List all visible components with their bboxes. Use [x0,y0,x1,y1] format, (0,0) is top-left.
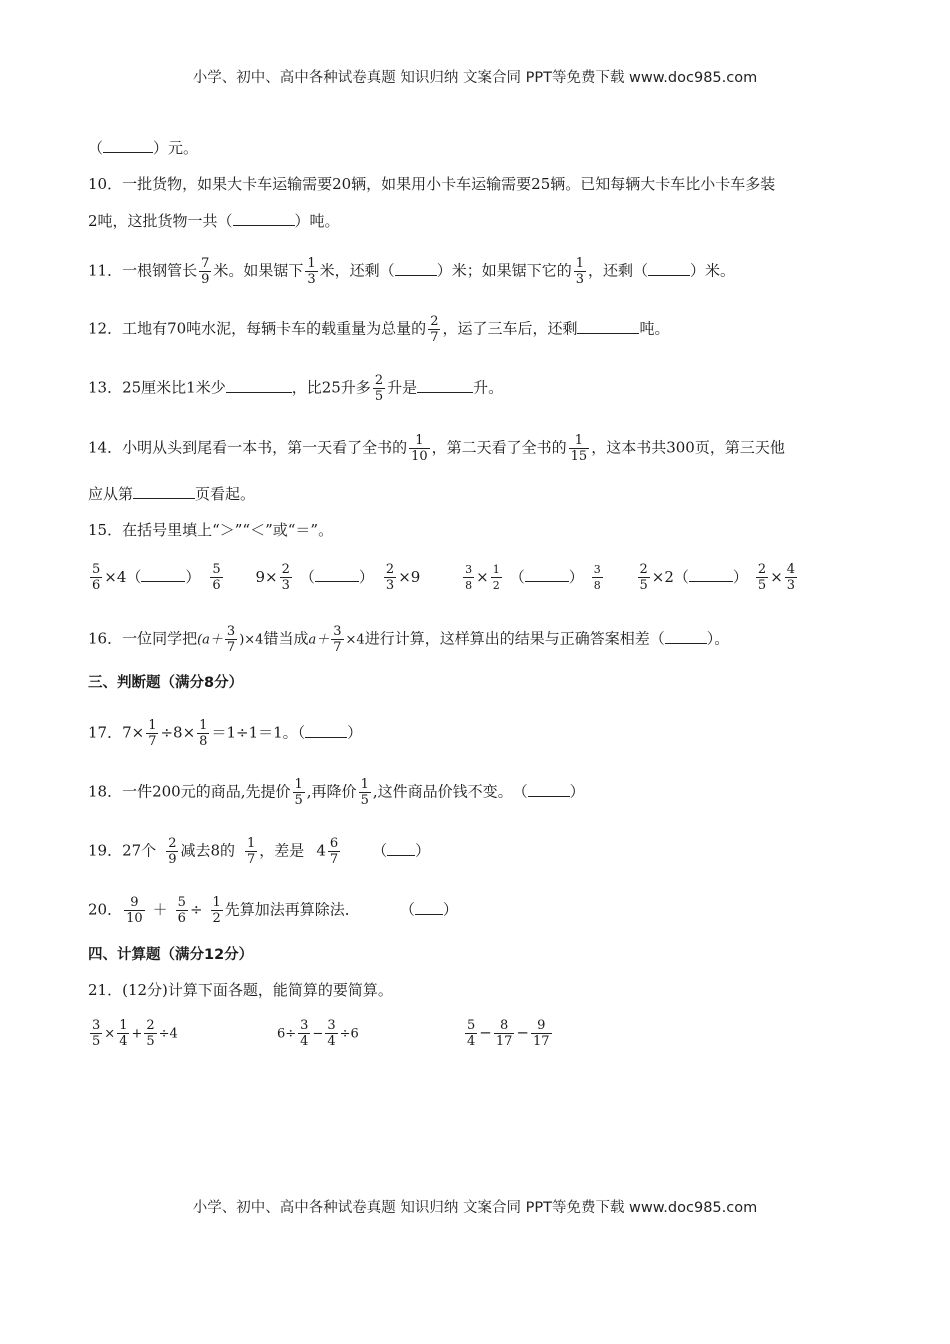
numerator: 6 [329,836,339,851]
denominator: 4 [467,1034,476,1049]
q16-text-d: ）。 [706,629,730,648]
operator: ＋ [152,900,168,919]
answer-blank[interactable] [305,723,347,738]
denominator: 5 [146,1034,155,1049]
q17-text-b: ÷8× [160,723,196,742]
fraction [494,1018,515,1049]
question-18 [88,777,585,808]
q14-text-a: 14．小明从头到尾看一本书，第一天看了全书的 [88,438,408,457]
answer-blank[interactable] [648,261,690,276]
page-header: 小学、初中、高中各种试卷真题 知识归纳 文案合同 PPT等免费下载 www.doc985.com [192,70,758,86]
numerator: 3 [92,1018,101,1033]
q11-text-d: ）米；如果锯下它的 [436,261,572,280]
denominator: 5 [639,578,648,593]
answer-blank[interactable] [133,484,195,499]
denominator: 3 [281,578,290,593]
expression-part: a＋ [308,632,330,648]
denominator: 3 [575,272,584,287]
q19-text-c: ，差是 [259,841,305,860]
numerator: 2 [639,562,648,577]
operator: ÷ [189,900,203,919]
q16-text-b: 错当成 [263,629,309,648]
denominator: 9 [168,852,177,867]
q11-text-e: ，还剩（ [587,261,648,280]
denominator: 17 [495,1034,513,1049]
q12-text-b: ，运了三车后，还剩 [442,319,578,338]
fraction [574,256,586,287]
open-paren: （ [509,567,525,586]
answer-blank[interactable] [415,900,443,915]
open-paren: （ [88,139,104,157]
fraction [124,895,145,926]
fraction [373,373,385,404]
answer-blank[interactable] [141,567,185,582]
denominator: 2 [492,579,500,592]
q19-text-a: 19．27个 [88,841,157,860]
comparison-3 [461,563,605,592]
denominator: 7 [329,852,339,867]
fraction [166,836,178,867]
denominator: 5 [92,1034,101,1049]
numerator: 1 [360,777,369,792]
question-15: 15．在括号里填上“＞”“＜”或“＝”。 [88,521,334,539]
q11-text-f: ）米。 [690,261,736,280]
operator: × [476,567,489,586]
q17-text-d: ） [347,723,363,742]
numerator: 3 [333,624,342,639]
q11-text-a: 11．一根钢管长 [88,261,198,280]
q10-text-a: 2吨，这批货物一共（ [88,212,233,230]
comparison-1 [88,562,225,593]
fraction [197,718,209,749]
q14-text-line2a: 应从第 [88,485,134,503]
numerator: 1 [307,256,316,271]
fraction [409,433,430,464]
fraction [146,718,158,749]
numerator: 2 [430,314,439,329]
fraction [298,1018,310,1049]
answer-blank[interactable] [395,261,437,276]
numerator: 1 [119,1018,128,1033]
numerator: 3 [327,1018,336,1033]
denominator: 5 [360,793,369,808]
operator: − [312,1026,324,1042]
q13-text-a: 13．25厘米比1米少 [88,378,226,397]
close-paren: ） [185,567,201,586]
denominator: 8 [199,734,208,749]
numerator: 3 [593,563,601,576]
question-19 [88,836,430,867]
fraction [359,777,371,808]
numerator: 1 [574,433,584,448]
fraction [465,1018,477,1049]
answer-blank[interactable] [387,841,415,856]
operator: + [131,1026,143,1042]
denominator: 7 [430,330,439,345]
numerator: 7 [201,256,210,271]
q18-text-d: ） [569,782,585,801]
denominator: 5 [757,578,767,593]
question-21: 21．(12分)计算下面各题，能简算的要简算。 [88,981,393,999]
denominator: 15 [570,449,588,464]
q11-text-b: 米。如果锯下 [213,261,304,280]
answer-blank[interactable] [315,567,359,582]
question-20 [88,895,458,926]
q12-text-a: 12．工地有70吨水泥，每辆卡车的载重量为总量的 [88,319,427,338]
numerator: 1 [199,718,208,733]
numerator: 2 [281,562,290,577]
numerator: 1 [148,718,157,733]
q14-text-b: ，第二天看了全书的 [431,438,567,457]
fraction [325,1018,337,1049]
close-paren: ） [732,567,748,586]
denominator: 6 [177,911,186,926]
question-14-line2 [88,484,255,504]
answer-blank[interactable] [665,629,707,644]
denominator: 3 [307,272,316,287]
operator: − [479,1023,492,1042]
fraction [384,562,396,593]
open-paren: （ [372,841,388,860]
numerator: 2 [168,836,177,851]
q14-text-c: ，这本书共300页，第三天他 [591,438,785,457]
numerator: 1 [294,777,303,792]
question-15-expressions [88,562,799,593]
q16-text-a: 16．一位同学把 [88,629,198,648]
question-12 [88,314,670,345]
question-10-line1: 10．一批货物，如果大卡车运输需要20辆，如果用小卡车运输需要25辆。已知每辆大卡车比小卡车多装 [88,175,776,193]
fraction [331,624,343,655]
denominator: 10 [411,449,428,464]
q18-text-c: ,这件商品价钱不变。 （ [372,782,528,801]
denominator: 9 [201,272,210,287]
fraction [463,562,474,593]
numerator: 9 [130,895,139,910]
q18-text-b: ,再降价 [306,782,357,801]
expression-part: (a＋ [197,632,223,648]
denominator: 7 [148,734,157,749]
answer-blank[interactable] [525,567,569,582]
question-14-line1 [88,433,785,464]
operand: ÷4 [158,1026,178,1042]
fraction [90,1018,102,1049]
operator: ×2（ [651,567,689,586]
question-11 [88,256,735,287]
q13-text-c: 升是 [387,378,418,397]
denominator: 2 [212,911,221,926]
calc-1 [88,1018,178,1049]
operand: 6÷ [277,1026,297,1042]
fraction [293,777,305,808]
q11-text-c: 米，还剩（ [319,261,395,280]
answer-blank[interactable] [577,319,639,334]
question-10-line2 [88,211,340,231]
expression-part: )×4 [239,632,264,648]
operator: × [104,1026,116,1042]
page-footer: 小学、初中、高中各种试卷真题 知识归纳 文案合同 PPT等免费下载 www.doc985.com [192,1200,758,1216]
fraction [428,314,440,345]
denominator: 5 [374,389,384,404]
numerator: 1 [212,895,221,910]
denominator: 3 [385,578,395,593]
answer-blank[interactable] [417,378,473,393]
fraction [245,836,257,867]
fraction [328,836,340,867]
question-17 [88,718,362,749]
fraction [199,256,211,287]
denominator: 4 [300,1034,309,1049]
fraction [531,1018,552,1049]
q20-text-a: 20． [88,900,123,919]
fraction [280,562,292,593]
operator: × [770,567,783,586]
fraction [569,433,590,464]
q10-text-b: ）吨。 [294,212,340,230]
open-paren: （ [399,900,415,919]
fraction [90,562,102,593]
operand: 9× [255,567,278,586]
q18-text-a: 18．一件200元的商品,先提价 [88,782,291,801]
denominator: 7 [226,640,236,655]
expression-part: ×4 [345,632,365,648]
fraction [592,562,603,593]
q16-text-c: 进行计算，这样算出的结果与正确答案相差（ [364,629,665,648]
fraction [785,562,797,593]
operator: − [516,1023,529,1042]
fraction [756,562,768,593]
fraction [305,256,317,287]
answer-blank[interactable] [103,138,153,153]
numerator: 8 [499,1018,509,1033]
answer-blank[interactable] [689,567,733,582]
q12-text-c: 吨。 [639,319,670,338]
denominator: 8 [593,579,601,592]
open-paren: （ [299,567,315,586]
operand: ÷6 [339,1026,359,1042]
operand: ×9 [398,567,421,586]
close-paren: ） [442,900,458,919]
q9-tail-text: ）元。 [153,139,199,157]
close-paren: ） [568,567,584,586]
numerator: 1 [247,836,256,851]
fraction [144,1018,156,1049]
fraction [176,895,188,926]
mixed-number-whole: 4 [316,841,326,860]
numerator: 1 [415,433,424,448]
denominator: 4 [119,1034,128,1049]
answer-blank[interactable] [226,378,292,393]
close-paren: ） [358,567,374,586]
q19-text-b: 减去8的 [180,841,236,860]
q13-text-b: ，比25升多 [291,378,371,397]
denominator: 17 [532,1034,550,1049]
numerator: 2 [374,373,384,388]
denominator: 6 [92,578,101,593]
q17-text-a: 17．7× [88,723,145,742]
numerator: 5 [92,562,101,577]
numerator: 3 [226,624,236,639]
denominator: 6 [212,578,221,593]
question-13 [88,373,503,404]
numerator: 9 [537,1018,546,1033]
section-3-title: 三、判断题（满分8分） [88,675,244,691]
q20-text-b: 先算加法再算除法． [224,900,360,919]
numerator: 2 [385,562,395,577]
denominator: 5 [294,793,303,808]
fraction [638,562,650,593]
denominator: 10 [126,911,143,926]
fraction [211,895,223,926]
question-16 [88,624,729,655]
numerator: 2 [757,562,767,577]
answer-blank[interactable] [528,782,570,797]
close-paren: ） [415,841,431,860]
calc-2 [277,1018,359,1049]
operator: ×4（ [104,567,142,586]
comparison-2 [255,562,421,593]
q14-text-line2b: 页看起。 [195,485,256,503]
numerator: 3 [465,563,473,576]
q17-text-c: ＝1÷1＝1。（ [211,723,306,742]
numerator: 3 [300,1018,309,1033]
numerator: 4 [786,562,796,577]
numerator: 1 [492,563,500,576]
numerator: 1 [575,256,584,271]
fraction [117,1018,129,1049]
numerator: 5 [212,562,221,577]
numerator: 5 [467,1018,476,1033]
denominator: 8 [465,579,473,592]
q13-text-d: 升。 [473,378,504,397]
answer-blank[interactable] [233,211,295,226]
fraction [225,624,237,655]
denominator: 7 [247,852,256,867]
fraction [210,562,222,593]
numerator: 2 [146,1018,155,1033]
question-9-tail [88,138,198,158]
calc-3 [463,1018,554,1049]
section-4-title: 四、计算题（满分12分） [88,947,254,963]
denominator: 4 [327,1034,336,1049]
denominator: 7 [333,640,342,655]
comparison-4 [636,562,800,593]
denominator: 3 [786,578,796,593]
numerator: 5 [177,895,186,910]
fraction [491,562,502,593]
